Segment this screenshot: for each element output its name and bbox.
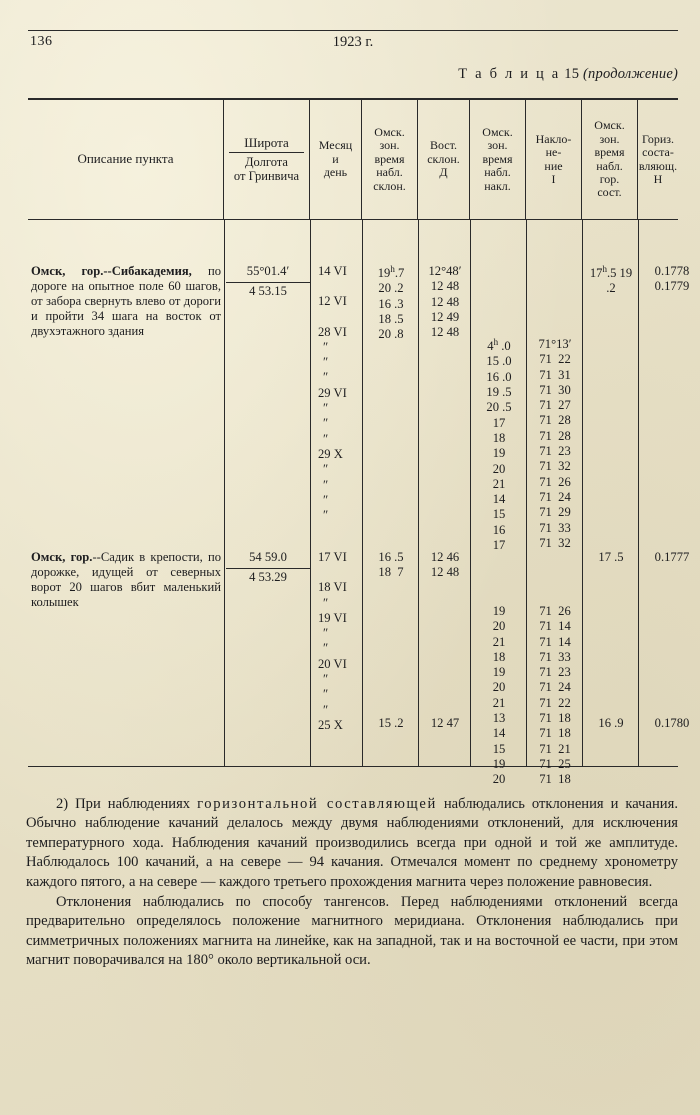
row-time-horizontal-late: 16 .9	[598, 716, 624, 730]
running-title: 1923 г.	[332, 34, 374, 50]
header-omsk-time-inclination: Омск. зон. время набл. накл.	[470, 100, 526, 219]
row-east-declination: 12°48′ 12 48 12 48 12 49 12 48	[428, 264, 462, 340]
row-inclination: 71 26 71 14 71 14 71 33 71 23 71 24 71 22 71 18 71 18 71 21 71 25 71 18	[539, 604, 571, 787]
row-time-inclination: 19 20 21 18 19 20 21 13 14 15 19 20	[492, 604, 506, 787]
table-header-row	[28, 100, 678, 220]
row-description: --Садик в крепости, по дорожке, идущей от северных ворот 20 шагов вбит маленький колышек	[31, 550, 221, 609]
row-title: Омск, гор.	[31, 550, 93, 564]
table-body	[28, 220, 690, 787]
row-time-declination-late: 15 .2	[378, 716, 404, 730]
row-dates: 17 VI 18 VI ″ 19 VI ″ ″ 20 VI ″ ″ ″ 25 X	[318, 550, 347, 732]
header-omsk-time-horizontal: Омск. зон. время набл. гор. сост.	[582, 100, 638, 219]
row-time-horizontal: 17$^h$.5 19 .2	[589, 264, 633, 296]
row-east-declination-late: 12 47	[430, 716, 460, 730]
table-caption	[458, 66, 678, 83]
header-coordinates: Широта Долгота от Гринвича	[224, 100, 310, 219]
paragraph-2: Отклонения наблюдались по способу тангенсов. Перед наблюдениями отклонений всегда предварительно определялось положение магнитного меридиана. Отклонения наблюдались при симметричных положениях магнита на линейке, как на западной, так и на восточной ее части, при этом магнит поворачивался на 180° около вертикальной оси.	[26, 894, 678, 969]
row-longitude: 4 53.15	[226, 282, 310, 299]
body-text	[26, 795, 678, 971]
row-horizontal-component-late: 0.1780	[654, 716, 690, 730]
table-row	[31, 264, 221, 339]
row-latitude: 54 59.0	[249, 550, 287, 564]
running-head	[28, 30, 678, 52]
header-description: Описание пункта	[28, 100, 224, 219]
row-time-inclination: 4$^h$ .0 15 .0 16 .0 19 .5 20 .5 17 18 19 20 21 14 15 16 17	[486, 337, 512, 553]
header-month-day: Месяц и день	[310, 100, 362, 219]
header-rule	[28, 30, 678, 31]
row-description: по дороге на опытное поле 60 шагов, от забора свернуть влево от дороги и пройти 34 шага на восток от двухэтажного здания	[31, 264, 221, 338]
header-inclination: Накло- не- ние I	[526, 100, 582, 219]
data-table	[28, 98, 690, 787]
header-omsk-time-declination: Омск. зон. время набл. склон.	[362, 100, 418, 219]
table-caption-note: (продолжение)	[583, 66, 678, 82]
header-east-declination: Вост. склон. Д	[418, 100, 470, 219]
row-dates: 14 VI 12 VI 28 VI ″ ″ ″ 29 VI ″ ″ ″ 29 X ″ ″ ″ ″	[318, 264, 347, 523]
header-horizontal-component: Гориз. соста- вляющ. H	[638, 131, 678, 186]
table-caption-prefix: Т а б л и ц а	[458, 66, 561, 82]
page-folio: 136	[30, 34, 53, 49]
row-horizontal-component: 0.1778 0.1779	[654, 264, 690, 294]
table-caption-number: 15	[564, 66, 580, 82]
row-title: Омск, гор.--Сибакадемия,	[31, 264, 192, 278]
table-row	[31, 550, 221, 610]
row-horizontal-component: 0.1777	[654, 550, 690, 564]
row-longitude: 4 53.29	[226, 568, 310, 585]
row-time-declination: 16 .5 18 7	[378, 550, 404, 580]
row-inclination: 71°13′ 71 22 71 31 71 30 71 27 71 28 71 28 71 23 71 32 71 26 71 24 71 29 71 33 71 32	[538, 337, 572, 550]
paragraph-1: 2) При наблюдениях горизонтальной составляющей наблюдались отклонения и качания. Обычно наблюдение качаний делалось между двумя наблюдениями отклонений, для исключения температурного хода. Наблюдения качаний производились всегда при одной и той же амплитуде. Наблюдалось 100 качаний, а на севере — 94 качания. Отмечался момент по среднему хронометру каждого пятого, а на севере — каждого третьего прохождения магнита через положение равновесия.	[26, 796, 678, 890]
row-time-horizontal: 17 .5	[598, 550, 624, 564]
row-east-declination: 12 46 12 48	[430, 550, 460, 580]
row-time-declination: 19$^h$.7 20 .2 16 .3 18 .5 20 .8	[377, 264, 405, 342]
row-latitude: 55°01.4′	[246, 264, 290, 278]
